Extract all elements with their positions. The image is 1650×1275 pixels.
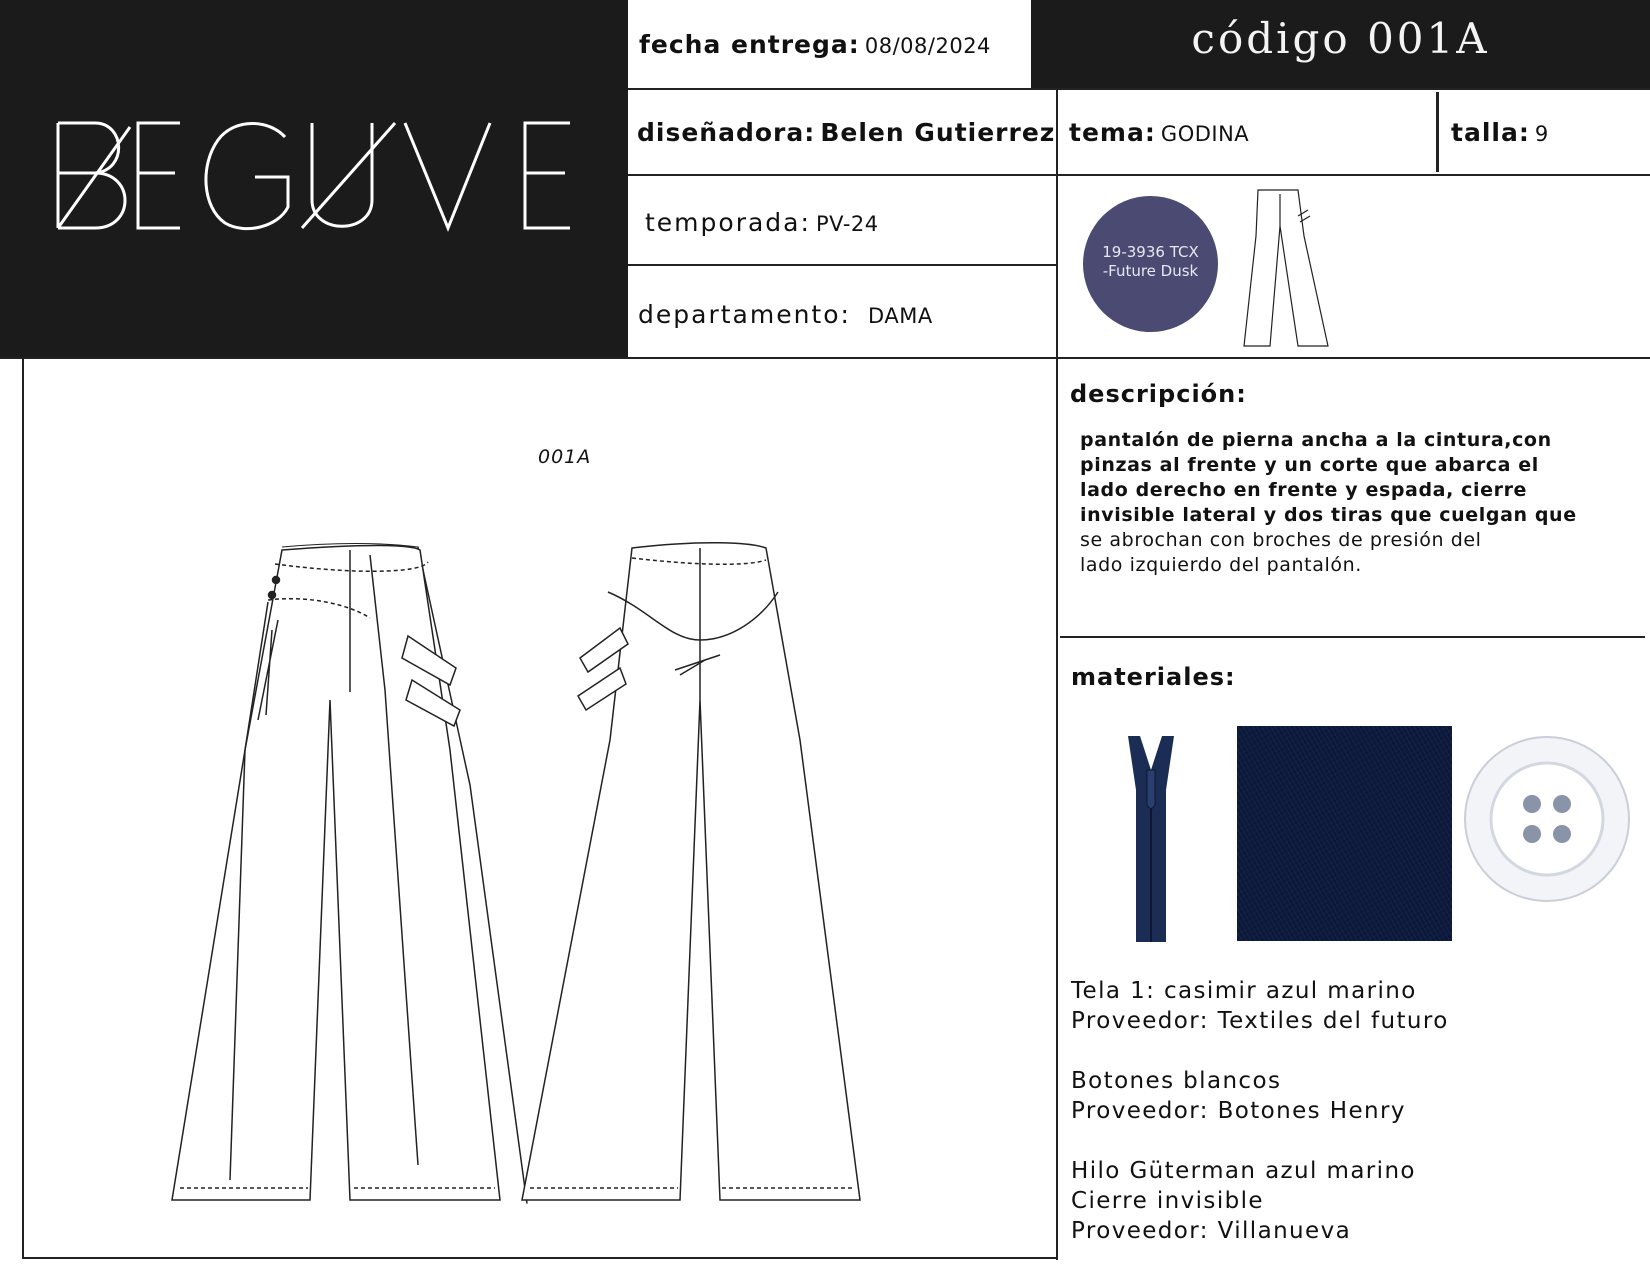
divider xyxy=(628,88,1650,90)
divider xyxy=(1436,92,1439,172)
temporada-field xyxy=(645,208,879,237)
materials-title: materiales: xyxy=(1071,663,1236,691)
divider xyxy=(628,174,1650,176)
divider xyxy=(1060,636,1645,638)
fecha-field xyxy=(639,30,991,59)
material-line: Proveedor: Textiles del futuro xyxy=(1071,1008,1449,1034)
code-block xyxy=(1031,0,1650,88)
front-view xyxy=(172,544,527,1204)
fecha-label: fecha entrega: xyxy=(639,30,860,59)
tema-value: GODINA xyxy=(1160,122,1250,146)
description-line: lado izquierdo del pantalón. xyxy=(1080,554,1362,576)
back-view xyxy=(522,543,860,1200)
brand-logo-block xyxy=(0,0,628,358)
button-image xyxy=(1462,734,1632,904)
departamento-value: DAMA xyxy=(868,304,933,328)
brand-logo xyxy=(50,115,590,235)
zipper-image xyxy=(1126,730,1176,944)
color-swatch xyxy=(1083,196,1218,332)
description-line: pinzas al frente y un corte que abarca el xyxy=(1080,454,1539,476)
tema-field xyxy=(1069,118,1249,147)
swatch-code: 19-3936 TCX xyxy=(1102,243,1199,261)
material-line: Cierre invisible xyxy=(1071,1188,1264,1214)
divider xyxy=(628,264,1056,266)
divider xyxy=(0,357,1650,359)
description-line: lado derecho en frente y espada, cierre xyxy=(1080,479,1528,501)
description-line: se abrochan con broches de presión del xyxy=(1080,529,1482,551)
description-line: pantalón de pierna ancha a la cintura,con xyxy=(1080,429,1552,451)
description-line: invisible lateral y dos tiras que cuelgan que xyxy=(1080,504,1577,526)
description-text xyxy=(1080,428,1600,578)
material-line: Hilo Güterman azul marino xyxy=(1071,1158,1416,1184)
talla-field xyxy=(1451,118,1549,147)
swatch-name: -Future Dusk xyxy=(1102,262,1199,280)
divider xyxy=(1056,88,1058,1260)
material-line: Botones blancos xyxy=(1071,1068,1282,1094)
disenadora-value: Belen Gutierrez xyxy=(820,118,1056,147)
technical-sketch xyxy=(160,540,920,1240)
description-title: descripción: xyxy=(1070,380,1247,408)
talla-value: 9 xyxy=(1534,122,1549,146)
material-line: Tela 1: casimir azul marino xyxy=(1071,978,1417,1004)
thumbnail-sketch xyxy=(1236,186,1336,350)
disenadora-field xyxy=(637,118,1055,147)
disenadora-label: diseñadora: xyxy=(637,118,816,147)
tema-label: tema: xyxy=(1069,118,1156,147)
departamento-label: departamento: xyxy=(638,300,851,329)
divider xyxy=(22,359,24,1259)
temporada-value: PV-24 xyxy=(816,212,879,236)
fecha-value: 08/08/2024 xyxy=(864,34,991,58)
product-code: código 001A xyxy=(1191,14,1490,63)
departamento-field xyxy=(638,300,933,329)
temporada-label: temporada: xyxy=(645,208,811,237)
material-line: Proveedor: Villanueva xyxy=(1071,1218,1352,1244)
talla-label: talla: xyxy=(1451,118,1530,147)
fabric-swatch-image xyxy=(1237,726,1452,941)
sketch-code: 001A xyxy=(538,446,592,468)
divider xyxy=(22,1257,1058,1259)
material-line: Proveedor: Botones Henry xyxy=(1071,1098,1406,1124)
